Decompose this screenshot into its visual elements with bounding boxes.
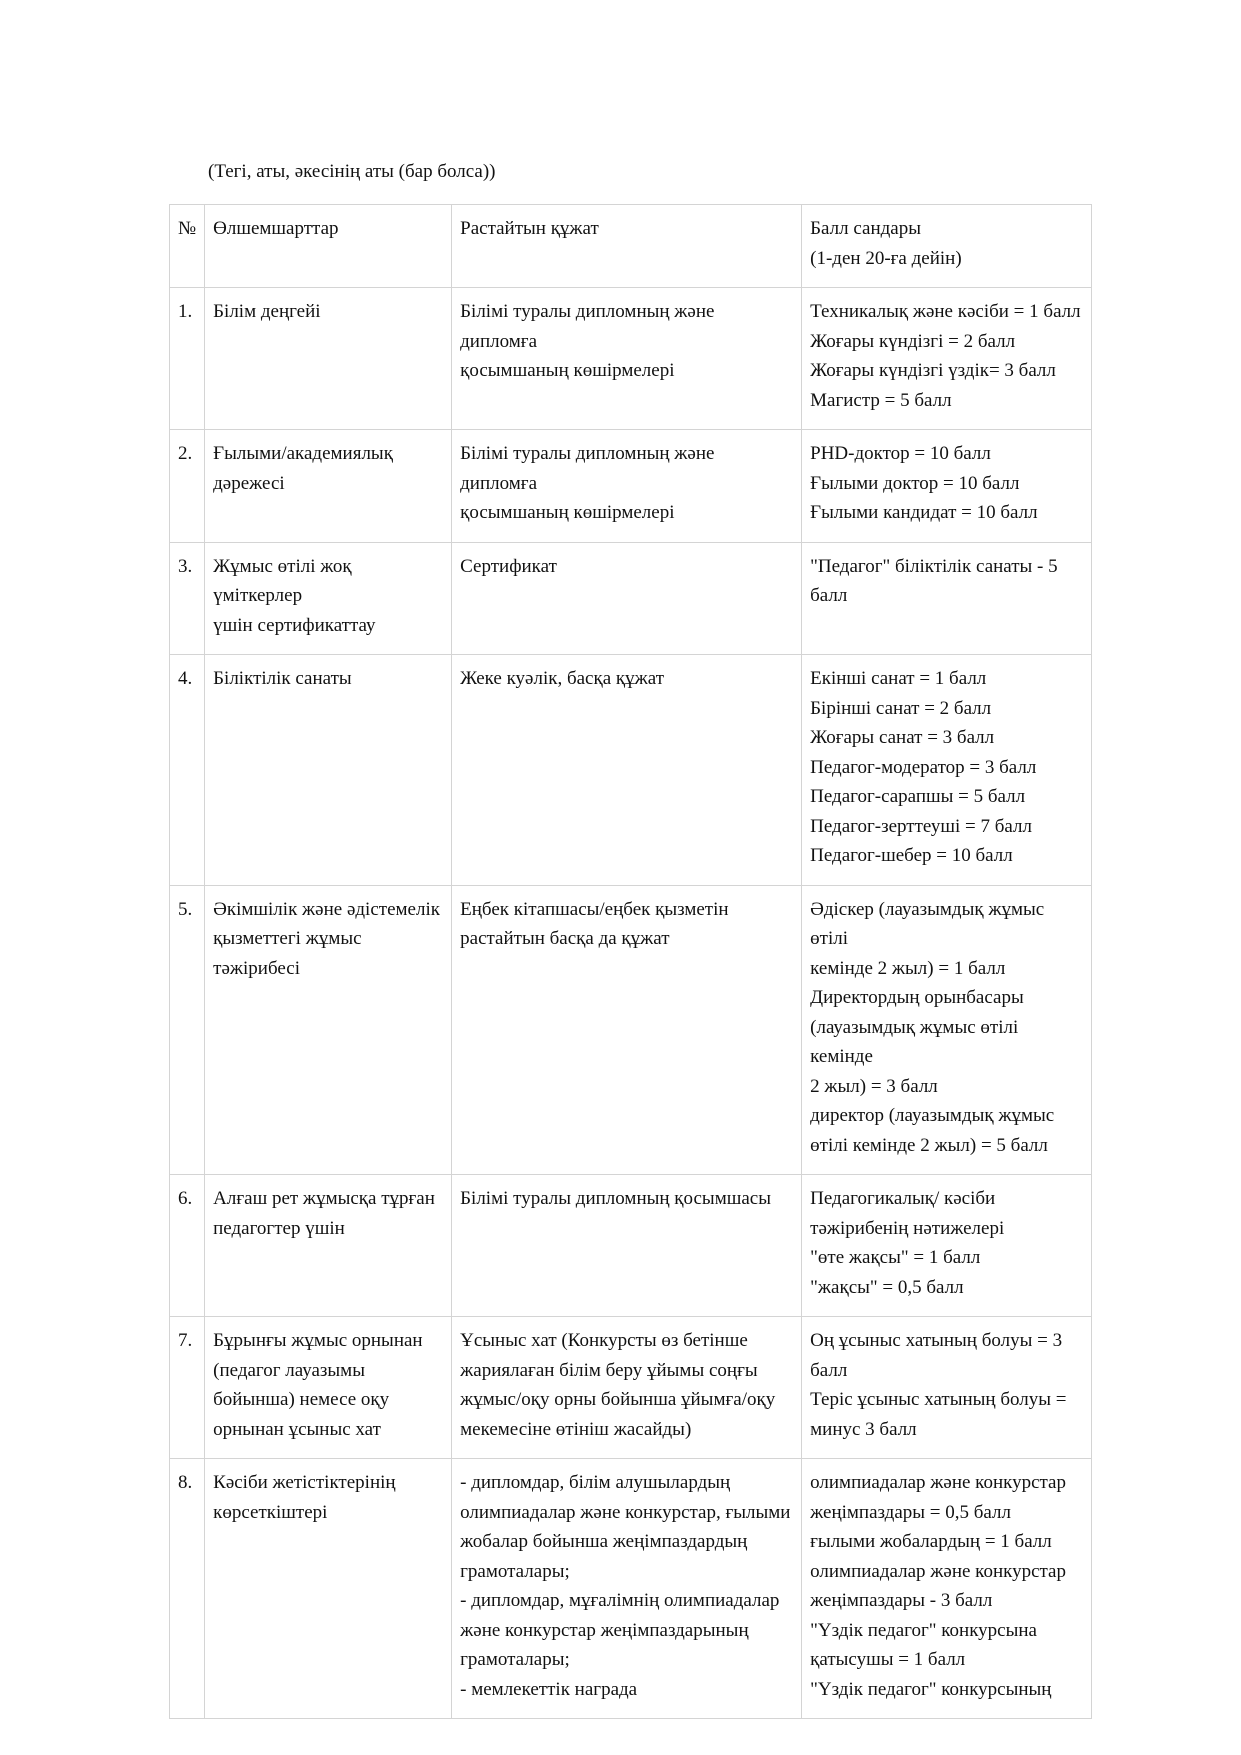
row-criteria-cell [205,288,452,430]
row-criteria-line: Бұрынғы жұмыс орнынан [213,1330,423,1351]
row-document-line: растайтын басқа да құжат [460,928,670,949]
table-row [170,288,1092,430]
row-number-cell [170,542,205,655]
row-criteria-cell [205,542,452,655]
row-score-line: Педагог-модератор = 3 балл [810,756,1037,778]
header-score-line: (1-ден 20-ға дейін) [810,247,962,269]
row-document-line: - дипломдар, білім алушылардың [460,1472,731,1493]
table-row [170,885,1092,1175]
row-score-line: Жоғары санат = 3 балл [810,727,995,748]
row-criteria-cell [205,430,452,543]
row-score-line: қатысушы = 1 балл [810,1649,966,1670]
row-document-line: - мемлекеттік награда [460,1678,638,1700]
row-criteria-line: Біліктілік санаты [213,668,352,689]
row-criteria-line: Алғаш рет жұмысқа тұрған [213,1188,435,1209]
row-document-line: грамоталары; [460,1649,570,1670]
row-number: 5. [178,898,193,920]
row-score-line: олимпиадалар және конкурстар [810,1472,1066,1493]
row-score-line: балл [810,585,848,606]
row-score-line: Директордың орынбасары [810,987,1024,1008]
row-criteria-line: дәрежесі [213,472,285,494]
row-score-cell [802,1175,1092,1317]
row-criteria-cell [205,885,452,1175]
row-document-cell [452,542,802,655]
row-document-cell [452,885,802,1175]
header-number-text: № [178,218,197,239]
row-score-line: "Педагог" біліктілік санаты - 5 [810,555,1058,577]
row-score-cell [802,430,1092,543]
row-score-cell [802,655,1092,886]
row-score-line: PHD-доктор = 10 балл [810,443,991,464]
criteria-table [169,204,1092,1719]
row-score-line: Теріс ұсыныс хатының болуы = [810,1389,1067,1410]
row-document-line: Білімі туралы дипломның қосымшасы [460,1188,771,1209]
row-document-line: және конкурстар жеңімпаздарының [460,1619,749,1641]
row-document-cell [452,1459,802,1719]
criteria-table-body [170,205,1092,1719]
row-number-cell [170,1175,205,1317]
row-score-line: Оң ұсыныс хатының болуы = 3 [810,1330,1063,1351]
row-number: 1. [178,301,193,322]
row-criteria-line: Ғылыми/академиялық [213,443,393,464]
row-score-cell [802,1317,1092,1459]
row-score-line: олимпиадалар және конкурстар [810,1560,1066,1582]
row-score-line: Екінші санат = 1 балл [810,668,987,689]
row-document-cell [452,1175,802,1317]
row-number-cell [170,430,205,543]
row-number-cell [170,288,205,430]
row-score-line: ғылыми жобалардың = 1 балл [810,1531,1052,1552]
row-score-line: "өте жақсы" = 1 балл [810,1247,981,1268]
row-criteria-line: қызметтегі жұмыс [213,928,362,949]
row-document-line: жұмыс/оқу орны бойынша ұйымға/оқу [460,1389,776,1410]
row-number: 2. [178,443,193,464]
row-score-line: "жақсы" = 0,5 балл [810,1276,964,1298]
row-score-line: "Үздік педагог" конкурсының [810,1678,1052,1700]
row-score-line: Ғылыми доктор = 10 балл [810,472,1020,494]
row-score-line: Жоғары күндізгі = 2 балл [810,330,1016,352]
row-score-cell [802,542,1092,655]
row-document-cell [452,430,802,543]
row-document-line: Ұсыныс хат (Конкурсты өз бетінше [460,1330,748,1351]
row-number-cell [170,1317,205,1459]
row-document-line: грамоталары; [460,1560,570,1582]
row-number: 4. [178,668,193,689]
row-score-line: Педагог-шебер = 10 балл [810,845,1013,866]
table-row [170,655,1092,886]
row-document-line: жариялаған білім беру ұйымы соңғы [460,1359,758,1381]
row-criteria-line: тәжірибесі [213,957,300,979]
row-criteria-cell [205,655,452,886]
row-criteria-line: орнынан ұсыныс хат [213,1418,381,1440]
row-document-line: Жеке куәлік, басқа құжат [460,668,665,689]
row-criteria-line: көрсеткіштері [213,1501,328,1523]
row-document-line: Сертификат [460,555,557,577]
row-score-line: Педагогикалық/ кәсіби [810,1188,996,1209]
row-document-line: Еңбек кітапшасы/еңбек қызметін [460,898,729,920]
row-document-cell [452,1317,802,1459]
row-document-line: мекемесіне өтініш жасайды) [460,1418,692,1440]
row-score-line: "Үздік педагог" конкурсына [810,1619,1037,1641]
row-document-line: - дипломдар, мұғалімнің олимпиадалар [460,1590,780,1611]
row-criteria-line: (педагог лауазымы [213,1359,365,1381]
row-number-cell [170,885,205,1175]
table-row [170,1175,1092,1317]
row-document-line: олимпиадалар және конкурстар, ғылыми [460,1501,791,1523]
table-row [170,1459,1092,1719]
row-criteria-line: педагогтер үшін [213,1217,345,1239]
header-number [170,205,205,288]
table-row [170,1317,1092,1459]
row-criteria-cell [205,1175,452,1317]
row-number: 6. [178,1188,193,1209]
row-criteria-line: Білім деңгейі [213,301,321,322]
row-score-line: 2 жыл) = 3 балл [810,1075,938,1097]
row-document-line: Білімі туралы дипломның және дипломға [460,443,720,494]
header-score-line: Балл сандары [810,218,921,239]
header-criteria [205,205,452,288]
row-score-line: (лауазымдық жұмыс өтілі кемінде [810,1016,1023,1067]
row-document-line: қосымшаның көшірмелері [460,502,675,523]
row-score-line: Әдіскер (лауазымдық жұмыс өтілі [810,898,1049,949]
row-document-cell [452,655,802,886]
row-score-line: Ғылыми кандидат = 10 балл [810,502,1038,523]
row-score-line: Жоғары күндізгі үздік= 3 балл [810,360,1056,381]
header-score [802,205,1092,288]
row-score-line: жеңімпаздары = 0,5 балл [810,1501,1011,1523]
row-number: 7. [178,1330,193,1351]
table-row [170,542,1092,655]
row-number-cell [170,655,205,886]
row-score-line: тәжірибенің нәтижелері [810,1217,1005,1239]
row-criteria-line: үшін сертификаттау [213,614,376,636]
row-score-cell [802,288,1092,430]
header-document [452,205,802,288]
header-criteria-text: Өлшемшарттар [213,218,339,239]
row-criteria-line: Кәсіби жетістіктерінің [213,1472,396,1493]
row-score-cell [802,1459,1092,1719]
row-criteria-line: Жұмыс өтілі жоқ үміткерлер [213,555,357,606]
candidate-name-caption: (Тегі, аты, әкесінің аты (бар болса)) [208,161,496,182]
row-document-line: қосымшаның көшірмелері [460,360,675,381]
row-number: 8. [178,1472,193,1493]
row-document-line: жобалар бойынша жеңімпаздардың [460,1531,748,1552]
row-criteria-line: Әкімшілік және әдістемелік [213,898,440,920]
row-score-line: балл [810,1359,848,1381]
row-score-cell [802,885,1092,1175]
table-row [170,430,1092,543]
row-criteria-cell [205,1459,452,1719]
row-number: 3. [178,555,193,577]
row-criteria-line: бойынша) немесе оқу [213,1389,390,1410]
row-score-line: Педагог-сарапшы = 5 балл [810,786,1026,807]
table-header-row [170,205,1092,288]
row-score-line: Магистр = 5 балл [810,389,952,411]
row-score-line: Бірінші санат = 2 балл [810,697,992,719]
row-criteria-cell [205,1317,452,1459]
row-score-line: Педагог-зерттеуші = 7 балл [810,815,1032,837]
header-document-text: Растайтын құжат [460,218,599,239]
row-score-line: Техникалық және кәсіби = 1 балл [810,301,1081,322]
row-score-line: кемінде 2 жыл) = 1 балл [810,957,1006,979]
row-document-line: Білімі туралы дипломның және дипломға [460,301,720,352]
row-number-cell [170,1459,205,1719]
row-score-line: өтілі кемінде 2 жыл) = 5 балл [810,1134,1048,1156]
row-score-line: жеңімпаздары - 3 балл [810,1590,993,1611]
row-score-line: минус 3 балл [810,1418,917,1440]
row-score-line: директор (лауазымдық жұмыс [810,1105,1055,1126]
row-document-cell [452,288,802,430]
